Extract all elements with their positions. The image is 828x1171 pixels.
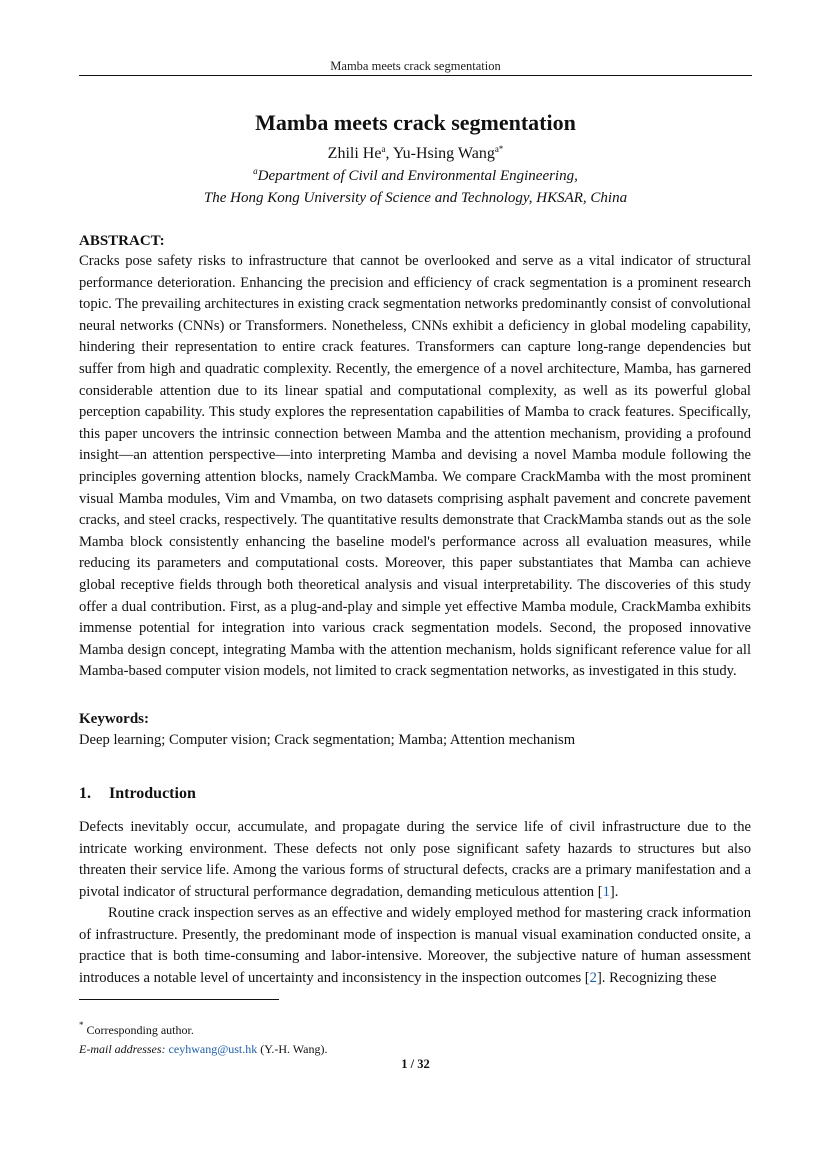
paragraph-text-end: ].: [609, 883, 619, 900]
affiliation-marker: a: [253, 166, 258, 176]
introduction-paragraph: [79, 817, 751, 903]
footnote-marker: *: [79, 1020, 84, 1030]
section-title: Introduction: [109, 785, 196, 802]
header-rule: [79, 75, 752, 76]
paragraph-text-end: ]. Recognizing these: [596, 969, 717, 986]
author-affiliation-marker: a: [381, 144, 386, 154]
citation-link[interactable]: 2: [589, 969, 597, 986]
footnote-corresponding: [79, 1022, 194, 1038]
footnote-email: [79, 1041, 328, 1057]
introduction-heading: [79, 784, 196, 804]
paragraph-text: Defects inevitably occur, accumulate, and propagate during the service life of civil infrastructure due to the intricate working environment. These defects not only pose significant safety hazards to structures but also threaten their service life. Among the various forms of structural defects, cracks are a primary manifestation and a pivotal indicator of structural performance degradation, demanding meticulous attention [: [79, 819, 751, 900]
author-affiliation-marker: a*: [494, 144, 504, 154]
footnote-text: Corresponding author.: [83, 1023, 194, 1037]
abstract-text: Cracks pose safety risks to infrastructure that cannot be overlooked and serve as a vital indicator of structural performance deterioration. Enhancing the precision and efficiency of crack segmentation is a prominent research topic. The prevailing architectures in existing crack segmentation networks predominantly consist of convolutional neural networks (CNNs) or Transformers. Nonetheless, CNNs exhibit a deficiency in global modeling capability, hindering their representation to entire crack features. Transformers can capture long-range dependencies but suffer from high and quadratic complexity. Recently, the emergence of a novel architecture, Mamba, has garnered considerable attention due to its linear spatial and computational complexity, as well as its powerful global perception capability. This study explores the representation capabilities of Mamba to crack features. Specifically, this paper uncovers the intrinsic connection between Mamba and the attention mechanism, providing a profound insight—an attention perspective—into interpreting Mamba and devising a novel Mamba module following the principles governing attention blocks, namely CrackMamba. We compare CrackMamba with the most prominent visual Mamba modules, Vim and Vmamba, on two datasets comprising asphalt pavement and concrete pavement cracks, and steel cracks, respectively. The quantitative results demonstrate that CrackMamba stands out as the sole Mamba block consistently enhancing the baseline model's performance across all evaluation measures, while reducing its parameters and computational costs. Moreover, this paper substantiates that Mamba can achieve global receptive fields through both theoretical analysis and visual interpretability. The discoveries of this study offer a dual contribution. First, as a plug-and-play and simple yet effective Mamba module, CrackMamba exhibits immense potential for integration into various crack segmentation models. Second, the proposed innovative Mamba design concept, integrating Mamba with the attention mechanism, holds significant reference value for all Mamba-based computer vision models, not limited to crack segmentation networks, as investigated in this study.: [79, 253, 751, 680]
email-owner: (Y.-H. Wang).: [257, 1042, 328, 1056]
author-name: Yu-Hsing Wang: [392, 145, 495, 162]
citation-link[interactable]: 1: [602, 883, 610, 900]
affiliation-department: Department of Civil and Environmental Engineering,: [257, 168, 578, 184]
affiliation-university: The Hong Kong University of Science and Technology, HKSAR, China: [203, 190, 628, 206]
author-list: [79, 143, 752, 165]
paragraph-text: Routine crack inspection serves as an effective and widely employed method for mastering crack information of infrastructure. Presently, the predominant mode of inspection is manual visual examination conducted onsite, a practice that is both time-consuming and labor-intensive. Moreover, the subjective nature of human assessment introduces a notable level of uncertainty and inconsistency in the inspection outcomes [: [79, 905, 751, 986]
introduction-paragraph: [79, 903, 751, 989]
running-header: Mamba meets crack segmentation: [330, 59, 501, 73]
email-link[interactable]: ceyhwang@ust.hk: [168, 1042, 258, 1056]
keywords-text: Deep learning; Computer vision; Crack segmentation; Mamba; Attention mechanism: [79, 732, 576, 748]
author-name: Zhili He: [327, 145, 382, 162]
keywords-heading: Keywords:: [79, 711, 149, 727]
paper-title: Mamba meets crack segmentation: [255, 110, 576, 135]
footnote-rule: [79, 999, 279, 1000]
abstract-heading: ABSTRACT:: [79, 233, 165, 249]
affiliation-line: [79, 166, 752, 186]
section-number: 1.: [79, 785, 91, 802]
page-number: 1 / 32: [401, 1057, 430, 1071]
author-separator: ,: [385, 145, 393, 162]
email-label: E-mail addresses:: [79, 1042, 166, 1056]
